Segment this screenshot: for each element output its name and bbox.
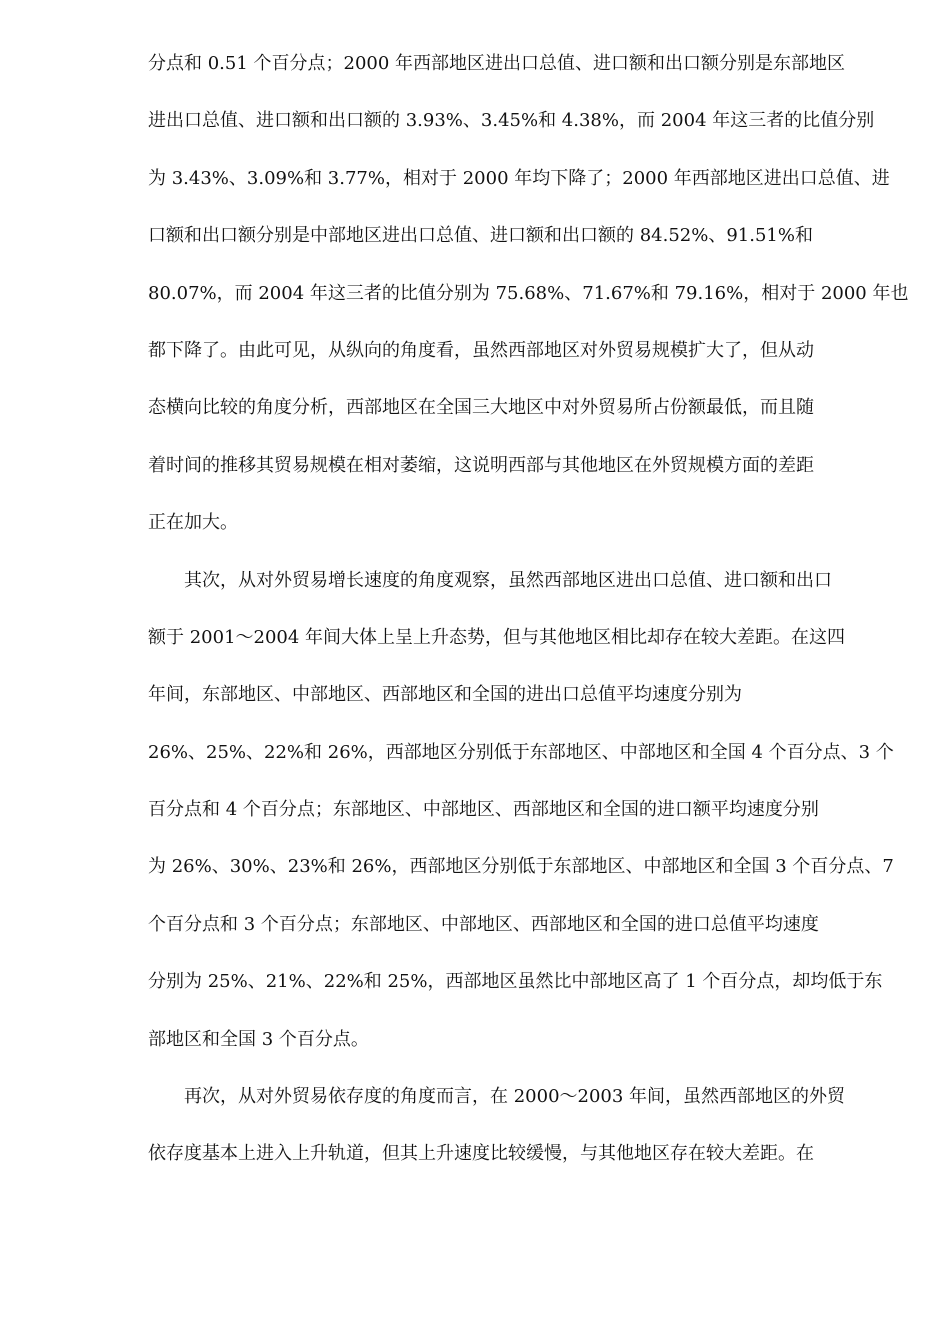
text-line: 年间，东部地区、中部地区、西部地区和全国的进出口总值平均速度分别为 [148, 684, 742, 706]
text-line: 正在加大。 [148, 512, 238, 534]
text-line: 个百分点和 3 个百分点；东部地区、中部地区、西部地区和全国的进口总值平均速度 [148, 913, 819, 935]
text-line: 都下降了。由此可见，从纵向的角度看，虽然西部地区对外贸易规模扩大了，但从动 [148, 339, 814, 361]
paragraph-first-line: 其次，从对外贸易增长速度的角度观察，虽然西部地区进出口总值、进口额和出口 [184, 569, 832, 591]
text-line: 分点和 0.51 个百分点；2000 年西部地区进出口总值、进口额和出口额分别是东部地区 [148, 53, 846, 74]
text-line: 百分点和 4 个百分点；东部地区、中部地区、西部地区和全国的进口额平均速度分别 [148, 799, 819, 821]
text-line: 口额和出口额分别是中部地区进出口总值、进口额和出口额的 84.52%、91.51%和 [148, 225, 813, 247]
text-line: 80.07%，而 2004 年这三者的比值分别为 75.68%、71.67%和 79.16%，相对于 2000 年也 [148, 282, 909, 304]
text-line: 态横向比较的角度分析，西部地区在全国三大地区中对外贸易所占份额最低，而且随 [148, 397, 814, 419]
text-line: 26%、25%、22%和 26%，西部地区分别低于东部地区、中部地区和全国 4 个百分点、3 个 [148, 741, 894, 763]
text-line: 额于 2001～2004 年间大体上呈上升态势，但与其他地区相比却存在较大差距。在这四 [148, 626, 846, 648]
text-line: 进出口总值、进口额和出口额的 3.93%、3.45%和 4.38%，而 2004 年这三者的比值分别 [148, 110, 875, 132]
text-line: 着时间的推移其贸易规模在相对萎缩，这说明西部与其他地区在外贸规模方面的差距 [148, 454, 814, 476]
text-line: 依存度基本上进入上升轨道，但其上升速度比较缓慢，与其他地区存在较大差距。在 [148, 1143, 814, 1165]
text-line: 为 26%、30%、23%和 26%，西部地区分别低于东部地区、中部地区和全国 3 个百分点、7 [148, 856, 894, 878]
text-line: 分别为 25%、21%、22%和 25%，西部地区虽然比中部地区高了 1 个百分点，却均低于东 [148, 971, 883, 993]
body-text [148, 44, 909, 1192]
paragraph-first-line: 再次，从对外贸易依存度的角度而言，在 2000～2003 年间，虽然西部地区的外贸 [184, 1086, 846, 1108]
text-line: 为 3.43%、3.09%和 3.77%，相对于 2000 年均下降了；2000 年西部地区进出口总值、进 [148, 167, 890, 189]
text-line: 部地区和全国 3 个百分点。 [148, 1028, 369, 1050]
